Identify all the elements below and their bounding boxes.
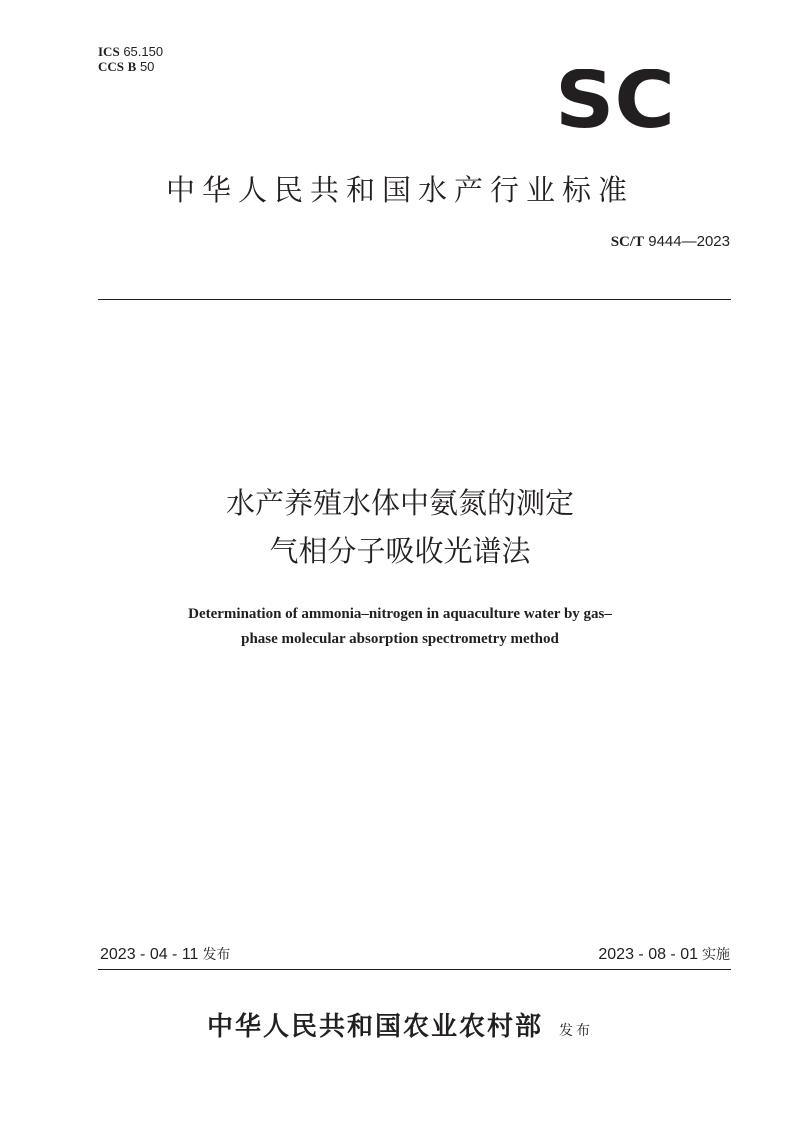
ics-code	[98, 44, 163, 60]
ics-value: 65.150	[123, 44, 164, 59]
implementation-date-value: 2023 - 08 - 01	[598, 946, 698, 963]
sc-logo	[554, 69, 676, 129]
issuer-name: 中华人民共和国农业农村部	[206, 1012, 543, 1042]
issuer-line	[0, 1006, 800, 1043]
implementation-date-label: 实施	[702, 947, 730, 963]
ccs-key: CCS	[98, 59, 125, 74]
issuer-label: 发布	[559, 1023, 593, 1039]
footer-divider	[98, 969, 731, 970]
sc-logo-text: SC	[555, 69, 675, 129]
title-en-line1: Determination of ammonia–nitrogen in aquaculture water by gas–	[188, 606, 612, 622]
header-divider	[98, 299, 731, 300]
title-zh-line1: 水产养殖水体中氨氮的测定	[225, 486, 574, 520]
issue-date-value: 2023 - 04 - 11	[100, 946, 199, 963]
ccs-value: 50	[139, 59, 155, 74]
implementation-date	[598, 945, 730, 965]
issue-date-label: 发布	[202, 947, 231, 963]
standard-number	[611, 232, 730, 252]
ics-key: ICS	[98, 44, 120, 59]
ccs-code	[98, 59, 154, 75]
title-en-line2: phase molecular absorption spectrometry method	[241, 631, 559, 647]
ccs-letter: B	[127, 59, 137, 74]
issue-date	[100, 945, 230, 965]
standard-number-value: 9444—2023	[648, 233, 730, 250]
standard-number-prefix: SC/T	[610, 234, 645, 250]
title-zh-line2: 气相分子吸收光谱法	[269, 534, 531, 568]
standard-category: 中华人民共和国水产行业标准	[165, 173, 634, 207]
